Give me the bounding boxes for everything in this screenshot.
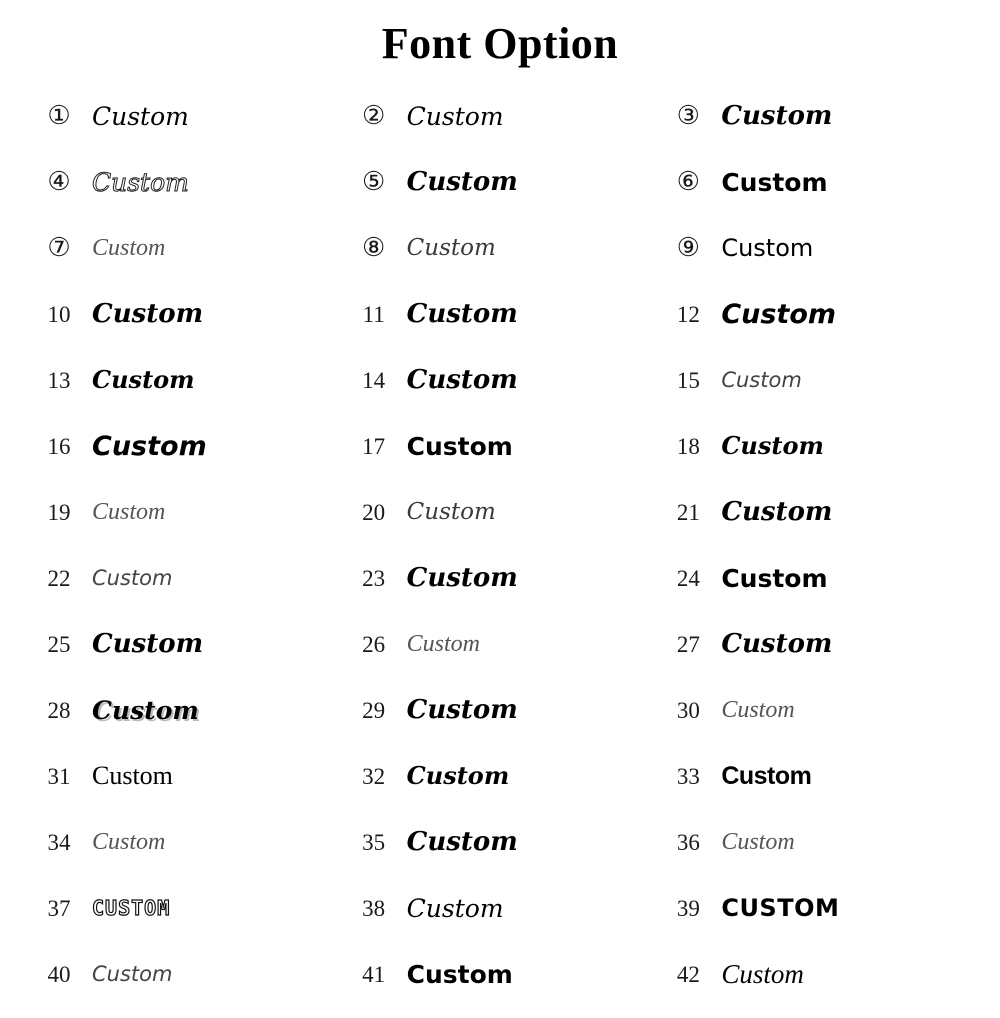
font-option-12[interactable] — [657, 281, 972, 347]
font-option-sample: CUSTOM — [721, 894, 840, 922]
font-option-number: ③ — [676, 101, 700, 130]
page-title: Font Option — [381, 19, 619, 68]
font-option-sample: Custom — [92, 101, 189, 131]
font-option-number: 30 — [676, 697, 700, 723]
font-option-number: 27 — [676, 631, 700, 657]
font-option-41[interactable] — [343, 941, 658, 1007]
font-option-23[interactable] — [343, 545, 658, 611]
font-option-15[interactable] — [657, 347, 972, 413]
font-option-37[interactable] — [28, 875, 343, 941]
font-option-sample: Custom — [92, 695, 199, 725]
font-option-19[interactable] — [28, 479, 343, 545]
font-option-sample: Custom — [406, 563, 518, 593]
font-option-number: ⑦ — [47, 233, 71, 262]
font-option-34[interactable] — [28, 809, 343, 875]
font-option-sample: Custom — [406, 365, 518, 395]
font-option-5[interactable] — [343, 149, 658, 215]
font-option-sample: Custom — [406, 827, 518, 857]
font-option-26[interactable] — [343, 611, 658, 677]
font-option-number: 21 — [676, 499, 700, 525]
font-option-number: 29 — [362, 697, 386, 723]
font-option-sample: Custom — [721, 761, 812, 790]
font-option-number: 18 — [676, 433, 700, 459]
font-option-number: 20 — [362, 499, 386, 525]
font-option-number: 28 — [47, 697, 71, 723]
font-option-8[interactable] — [343, 215, 658, 281]
font-option-sample: Custom — [721, 101, 833, 131]
font-option-number: 40 — [47, 961, 71, 987]
font-option-number: 32 — [362, 763, 386, 789]
font-option-4[interactable] — [28, 149, 343, 215]
font-option-number: ⑤ — [362, 167, 386, 196]
font-option-39[interactable] — [657, 875, 972, 941]
font-option-sample: Custom — [92, 761, 173, 790]
font-option-number: 39 — [676, 895, 700, 921]
font-option-16[interactable] — [28, 413, 343, 479]
font-option-36[interactable] — [657, 809, 972, 875]
font-option-number: 36 — [676, 829, 700, 855]
font-option-number: 10 — [47, 301, 71, 327]
font-option-sample: Custom — [92, 365, 195, 394]
font-option-number: 26 — [362, 631, 386, 657]
font-option-sample: Custom — [721, 298, 837, 330]
font-option-sample: Custom — [92, 235, 166, 261]
font-option-sample: Custom — [92, 167, 189, 197]
font-option-number: 17 — [362, 433, 386, 459]
font-option-number: 42 — [676, 961, 700, 987]
font-option-number: 34 — [47, 829, 71, 855]
font-option-14[interactable] — [343, 347, 658, 413]
font-option-sample: Custom — [721, 167, 828, 197]
font-option-sample: Custom — [406, 631, 481, 657]
font-option-sample: Custom — [406, 695, 518, 725]
font-option-21[interactable] — [657, 479, 972, 545]
font-option-sample: CUSTOM — [92, 896, 171, 920]
font-option-sample: Custom — [406, 234, 496, 261]
font-option-20[interactable] — [343, 479, 658, 545]
font-option-24[interactable] — [657, 545, 972, 611]
font-option-9[interactable] — [657, 215, 972, 281]
font-option-number: ① — [47, 101, 71, 130]
font-option-sheet — [0, 18, 1000, 1018]
font-option-29[interactable] — [343, 677, 658, 743]
font-option-6[interactable] — [657, 149, 972, 215]
font-option-number: 24 — [676, 565, 700, 591]
font-option-number: 14 — [362, 367, 386, 393]
font-option-sample: Custom — [721, 234, 814, 262]
font-option-sample: Custom — [721, 367, 802, 392]
font-option-17[interactable] — [343, 413, 658, 479]
font-option-11[interactable] — [343, 281, 658, 347]
font-option-28[interactable] — [28, 677, 343, 743]
font-option-22[interactable] — [28, 545, 343, 611]
font-option-number: 23 — [362, 565, 386, 591]
font-option-sample: Custom — [721, 563, 828, 593]
font-option-40[interactable] — [28, 941, 343, 1007]
font-option-35[interactable] — [343, 809, 658, 875]
font-option-sample: Custom — [92, 629, 204, 659]
font-option-number: 41 — [362, 961, 386, 987]
font-option-sample: Custom — [92, 565, 173, 590]
font-option-42[interactable] — [657, 941, 972, 1007]
font-option-sample: Custom — [92, 299, 204, 329]
font-option-number: 31 — [47, 763, 71, 789]
font-option-number: ② — [362, 101, 386, 130]
font-option-sample: Custom — [92, 499, 166, 525]
font-option-number: 35 — [362, 829, 386, 855]
font-option-sample: Custom — [406, 498, 496, 525]
font-option-grid — [0, 79, 1000, 1007]
font-option-number: 37 — [47, 895, 71, 921]
font-option-sample: Custom — [92, 430, 207, 462]
font-option-25[interactable] — [28, 611, 343, 677]
font-option-number: ⑥ — [676, 167, 700, 196]
font-option-10[interactable] — [28, 281, 343, 347]
font-option-number: 12 — [676, 301, 700, 327]
font-option-sample: Custom — [406, 299, 518, 329]
font-option-number: 13 — [47, 367, 71, 393]
font-option-sample: Custom — [721, 697, 795, 723]
font-option-33[interactable] — [657, 743, 972, 809]
font-option-sample: Custom — [406, 893, 504, 923]
font-option-number: ⑧ — [362, 233, 386, 262]
font-option-7[interactable] — [28, 215, 343, 281]
font-option-sample: Custom — [92, 829, 166, 855]
font-option-sample: Custom — [92, 961, 173, 986]
font-option-sample: Custom — [406, 167, 518, 197]
font-option-13[interactable] — [28, 347, 343, 413]
font-option-number: ④ — [47, 167, 71, 196]
font-option-number: 15 — [676, 367, 700, 393]
font-option-number: 25 — [47, 631, 71, 657]
font-option-sample: Custom — [406, 101, 504, 131]
font-option-sample: Custom — [721, 431, 824, 460]
font-option-sample: Custom — [406, 959, 513, 989]
font-option-sample: Custom — [721, 629, 833, 659]
font-option-1[interactable] — [28, 83, 343, 149]
font-option-number: ⑨ — [676, 233, 700, 262]
font-option-31[interactable] — [28, 743, 343, 809]
font-option-number: 33 — [676, 763, 700, 789]
font-option-2[interactable] — [343, 83, 658, 149]
font-option-32[interactable] — [343, 743, 658, 809]
font-option-sample: Custom — [721, 497, 833, 527]
font-option-38[interactable] — [343, 875, 658, 941]
font-option-sample: Custom — [721, 829, 795, 855]
font-option-sample: Custom — [721, 958, 804, 989]
font-option-18[interactable] — [657, 413, 972, 479]
font-option-number: 11 — [362, 301, 385, 327]
font-option-27[interactable] — [657, 611, 972, 677]
font-option-number: 16 — [47, 433, 71, 459]
font-option-3[interactable] — [657, 83, 972, 149]
font-option-number: 38 — [362, 895, 386, 921]
font-option-sample: Custom — [406, 431, 513, 461]
font-option-number: 22 — [47, 565, 71, 591]
font-option-30[interactable] — [657, 677, 972, 743]
font-option-sample: Custom — [406, 761, 510, 790]
font-option-number: 19 — [47, 499, 71, 525]
